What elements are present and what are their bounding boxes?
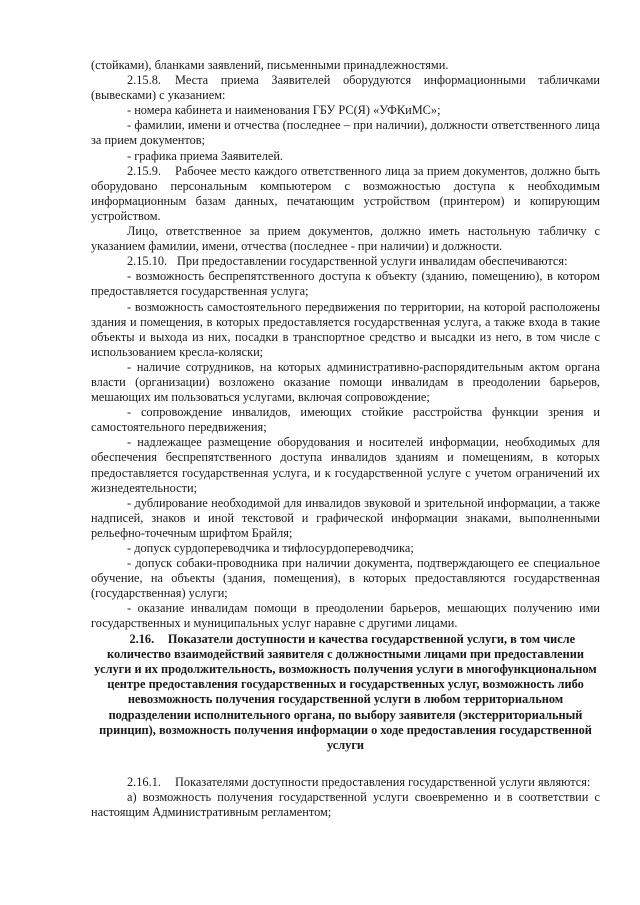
list-item-access: - возможность беспрепятственного доступа к объекту (зданию, помещению), в котором предоставляется государственная услуга; bbox=[91, 269, 600, 299]
clause-number: 2.15.9. bbox=[127, 163, 161, 178]
clause-number: 2.15.8. bbox=[127, 73, 161, 88]
clause-number: 2.15.10. bbox=[127, 254, 168, 269]
list-item-equipment: - надлежащее размещение оборудования и носителей информации, необходимых для обеспечения беспрепятственного доступа инвалидов зданиям и помещениям, в которых предоставляется государственная услуга, и к государственной услуге с учетом ограничений их жизнедеятельности; bbox=[91, 435, 600, 495]
list-item-movement: - возможность самостоятельного передвижения по территории, на которой расположены здания и помещения, в которых предоставляется государственная услуга, а также входа в такие объекты и выхода из них, посадки в транспортное средство и высадки из него, в том числе с использованием кресла-коляски; bbox=[91, 299, 600, 359]
list-item-help: - оказание инвалидам помощи в преодолении барьеров, мешающих получению ими государственных и муниципальных услуг наравне с другими лицами. bbox=[91, 601, 600, 631]
list-item-interpreter: - допуск сурдопереводчика и тифлосурдопереводчика; bbox=[127, 541, 414, 555]
list-item-guide-dog: - допуск собаки-проводника при наличии документа, подтверждающего ее специальное обучение, на объекты (здания, помещения), в которых предоставляются государственная (государственная) услуги; bbox=[91, 556, 600, 601]
paragraph-2-15-10 bbox=[91, 254, 600, 269]
paragraph-plate: Лицо, ответственное за прием документов, должно иметь настольную табличку с указанием фамилии, имени, отчества (последнее - при наличии) и должности. bbox=[91, 224, 600, 254]
clause-number: 2.16.1. bbox=[127, 775, 161, 790]
document-page bbox=[91, 58, 600, 820]
clause-text: При предоставлении государственной услуги инвалидам обеспечиваются: bbox=[177, 254, 568, 269]
list-item-schedule: - графика приема Заявителей. bbox=[127, 148, 284, 163]
section-heading-2-16 bbox=[91, 632, 600, 754]
paragraph-2-16-1 bbox=[91, 775, 600, 790]
clause-text: Места приема Заявителей оборудуются информационными табличками (вывесками) с указанием: bbox=[91, 73, 600, 103]
section-number: 2.16. bbox=[129, 631, 155, 646]
list-item-escort: - сопровождение инвалидов, имеющих стойкие расстройства функции зрения и самостоятельного передвижения; bbox=[91, 405, 600, 435]
list-item-a: а) возможность получения государственной услуги своевременно и в соответствии с настоящим Административным регламентом; bbox=[91, 790, 600, 820]
paragraph-continuation: (стойками), бланками заявлений, письменными принадлежностями. bbox=[91, 58, 449, 72]
list-item-duplicate: - дублирование необходимой для инвалидов звуковой и зрительной информации, а также надписей, знаков и иной текстовой и графической информации знаками, выполненными рельефно-точечным шрифтом Брайля; bbox=[91, 495, 600, 540]
clause-text: Рабочее место каждого ответственного лица за прием документов, должно быть оборудовано персональным компьютером с возможностью доступа к необходимым информационным базам данных, печатающим устройством (принтером) и копирующим устройством. bbox=[91, 163, 600, 223]
list-item-cabinet: - номера кабинета и наименования ГБУ РС(Я) «УФКиМС»; bbox=[127, 103, 441, 118]
paragraph-2-15-9 bbox=[91, 164, 600, 224]
spacer bbox=[91, 753, 600, 775]
paragraph-2-15-8 bbox=[91, 73, 600, 103]
clause-text: Показателями доступности предоставления государственной услуги являются: bbox=[175, 775, 591, 790]
list-item-fio: - фамилии, имени и отчества (последнее – при наличии), должности ответственного лица за прием документов; bbox=[91, 118, 600, 148]
list-item-staff: - наличие сотрудников, на которых административно-распорядительным актом органа власти (организации) возложено оказание помощи инвалидам в преодолении барьеров, мешающих им пользоваться услугами, включая сопровождение; bbox=[91, 359, 600, 405]
section-title: Показатели доступности и качества государственной услуги, в том числе количество взаимодействий заявителя с должностными лицами при предоставлении услуги и их продолжительность, возможность получения услуги в многофункциональном центре предоставления государственных и государственных услуг, возможность либо невозможность получения государственной услуги в любом территориальном подразделении исполнительного органа, по выбору заявителя (экстерриториальный принцип), возможность получения информации о ходе предоставления государственной услуги bbox=[94, 631, 597, 752]
